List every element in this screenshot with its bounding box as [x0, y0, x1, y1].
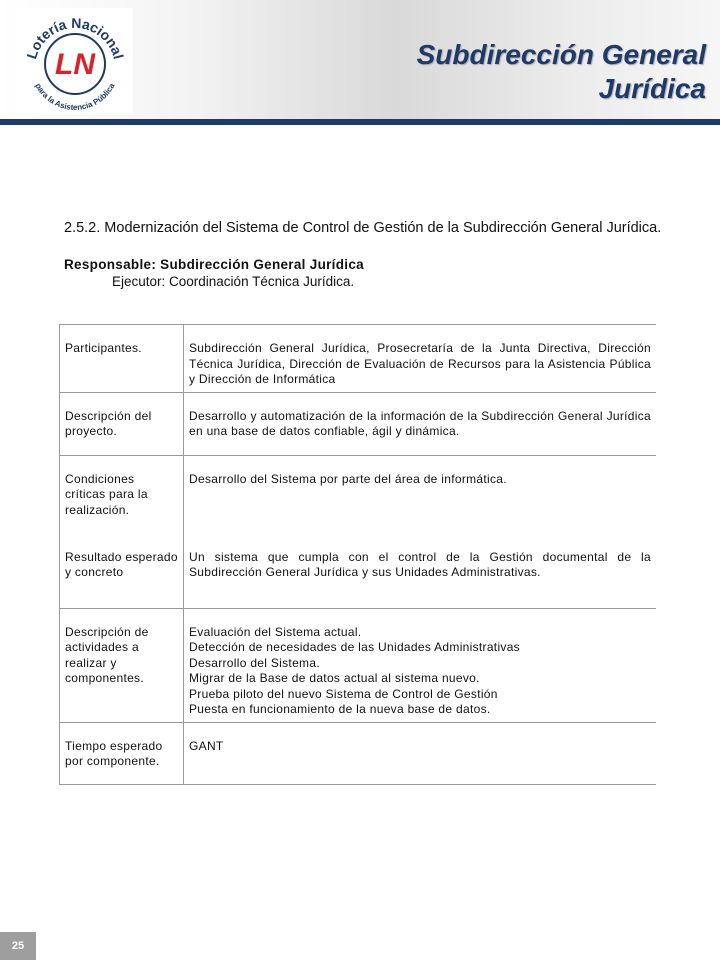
- table-row: [60, 608, 657, 722]
- responsable-line: Responsable: Subdirección General Jurídica: [64, 257, 364, 272]
- page-number: 25: [0, 932, 36, 960]
- row-label: Resultado esperado y concreto: [60, 534, 184, 609]
- page-title: [417, 38, 706, 106]
- row-label: Tiempo esperado por componente.: [60, 722, 184, 784]
- activity-item: Detección de necesidades de las Unidades Administrativas: [189, 640, 520, 654]
- table-row: [60, 722, 657, 784]
- activity-item: Prueba piloto del nuevo Sistema de Control de Gestión: [189, 686, 498, 701]
- row-label: Participantes.: [60, 325, 184, 393]
- row-label: Condiciones críticas para la realización.: [60, 455, 184, 534]
- ejecutor-line: Ejecutor: Coordinación Técnica Jurídica.: [112, 274, 355, 289]
- row-value: GANT: [184, 722, 657, 784]
- activity-item: Evaluación del Sistema actual.: [189, 624, 362, 639]
- row-value: Desarrollo del Sistema por parte del área de informática.: [184, 455, 657, 534]
- project-table: [59, 324, 656, 785]
- row-value: [184, 608, 657, 722]
- row-value: Desarrollo y automatización de la información de la Subdirección General Jurídica en una base de datos confiable, ágil y dinámica.: [184, 392, 657, 455]
- row-label: Descripción del proyecto.: [60, 392, 184, 455]
- table-row: [60, 392, 657, 455]
- row-value: Subdirección General Jurídica, Prosecretaría de la Junta Directiva, Dirección Técnica Jurídica, Dirección de Evaluación de Recursos para la Asistencia Pública y Dirección de Informática: [184, 325, 657, 393]
- activity-item: Migrar de la Base de datos actual al sistema nuevo.: [189, 671, 480, 685]
- table-row: [60, 534, 657, 609]
- header-divider: [0, 119, 720, 125]
- activity-item: Desarrollo del Sistema.: [189, 655, 320, 670]
- page-title-line-2: Jurídica: [598, 73, 706, 104]
- page-title-line-1: Subdirección General: [416, 39, 706, 70]
- row-label: Descripción de actividades a realizar y componentes.: [60, 608, 184, 722]
- table-row: [60, 455, 657, 534]
- table-row: [60, 325, 657, 393]
- section-heading: 2.5.2. Modernización del Sistema de Control de Gestión de la Subdirección General Jurídica.: [64, 220, 662, 236]
- row-value: Un sistema que cumpla con el control de la Gestión documental de la Subdirección General Jurídica y sus Unidades Administrativas.: [189, 549, 651, 579]
- logo-top-text: Lotería Nacional: [23, 14, 127, 61]
- logo-monogram: LN: [55, 48, 95, 81]
- loteria-nacional-logo: [17, 8, 133, 114]
- logo-bottom-text: para la Asistencia Pública: [33, 81, 117, 113]
- activity-item: Puesta en funcionamiento de la nueva base de datos.: [189, 702, 491, 716]
- page-header: [0, 0, 720, 120]
